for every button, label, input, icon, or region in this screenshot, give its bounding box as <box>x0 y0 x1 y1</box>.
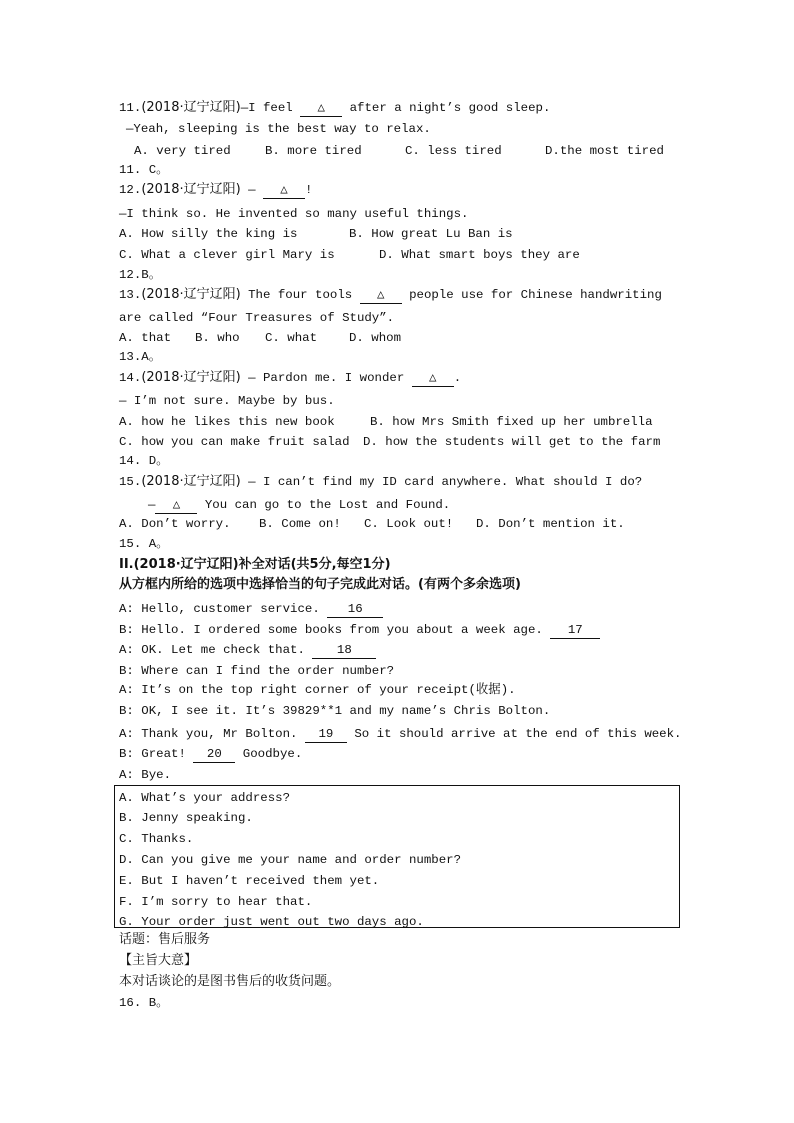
question-14: 14.(2018·辽宁辽阳) — Pardon me. I wonder △ . <box>119 370 462 385</box>
section-2-title: II.(2018·辽宁辽阳)补全对话(共5分,每空1分) <box>119 557 391 572</box>
option-b[interactable]: B. more tired <box>265 144 362 158</box>
dialogue-line: A: Hello, customer service. 16 <box>119 600 383 618</box>
question-15-reply: — △ You can go to the Lost and Found. <box>148 498 451 512</box>
option-c[interactable]: C. how you can make fruit salad <box>119 435 350 449</box>
question-13: 13.(2018·辽宁辽阳) The four tools △ people use for Chinese handwriting <box>119 287 662 302</box>
box-option-g[interactable]: G. Your order just went out two days ago. <box>119 915 424 929</box>
option-c[interactable]: C. What a clever girl Mary is <box>119 248 335 262</box>
question-12-reply: —I think so. He invented so many useful things. <box>119 207 469 221</box>
option-a[interactable]: A. very tired <box>134 144 231 158</box>
dialogue-line: A: It’s on the top right corner of your receipt(收据). <box>119 683 516 697</box>
option-b[interactable]: B. How great Lu Ban is <box>349 227 513 241</box>
options-box <box>114 785 680 928</box>
box-option-a[interactable]: A. What’s your address? <box>119 791 291 805</box>
option-a[interactable]: A. how he likes this new book <box>119 415 335 429</box>
question-14-reply: — I’m not sure. Maybe by bus. <box>119 394 335 408</box>
answer-13: 13.A。 <box>119 350 162 364</box>
dialogue-line: B: Hello. I ordered some books from you about a week age. 17 <box>119 621 600 639</box>
dialogue-line: B: OK, I see it. It’s 39829**1 and my name’s Chris Bolton. <box>119 704 551 718</box>
box-option-c[interactable]: C. Thanks. <box>119 832 194 846</box>
dialogue-line: B: Great! 20 Goodbye. <box>119 747 303 761</box>
answer-12: 12.B。 <box>119 268 162 282</box>
answer-blank[interactable]: △ <box>360 287 402 304</box>
box-option-b[interactable]: B. Jenny speaking. <box>119 811 253 825</box>
question-14-options-row2 <box>119 433 660 451</box>
dialogue-line: A: Bye. <box>119 768 172 782</box>
question-15-options <box>119 515 625 533</box>
answer-blank[interactable]: △ <box>263 182 305 199</box>
answer-11: 11. C。 <box>119 163 169 177</box>
question-15: 15.(2018·辽宁辽阳) — I can’t find my ID card anywhere. What should I do? <box>119 474 643 489</box>
question-11: 11.(2018·辽宁辽阳)—I feel △ after a night’s good sleep. <box>119 100 551 115</box>
answer-blank-19[interactable]: 19 <box>305 726 347 743</box>
box-option-f[interactable]: F. I’m sorry to hear that. <box>119 895 313 909</box>
box-option-d[interactable]: D. Can you give me your name and order number? <box>119 853 462 867</box>
option-d[interactable]: D.the most tired <box>545 144 664 158</box>
option-a[interactable]: A. Don’t worry. <box>119 517 231 531</box>
dialogue-line: A: Thank you, Mr Bolton. 19 So it should arrive at the end of this week. <box>119 727 682 741</box>
answer-blank-16[interactable]: 16 <box>327 601 383 618</box>
section-2-instruction: 从方框内所给的选项中选择恰当的句子完成此对话。(有两个多余选项) <box>119 577 521 592</box>
answer-14: 14. D。 <box>119 454 169 468</box>
option-d[interactable]: D. how the students will get to the farm <box>363 435 661 449</box>
answer-blank-20[interactable]: 20 <box>193 746 235 763</box>
dialogue-line: A: OK. Let me check that. 18 <box>119 641 376 659</box>
question-13-options <box>119 329 401 347</box>
answer-blank-18[interactable]: 18 <box>312 642 376 659</box>
answer-blank[interactable]: △ <box>412 370 454 387</box>
main-idea-title: 【主旨大意】 <box>119 953 198 968</box>
option-b[interactable]: B. how Mrs Smith fixed up her umbrella <box>370 415 653 429</box>
question-14-options-row1 <box>119 413 653 431</box>
answer-16: 16. B。 <box>119 996 169 1010</box>
dialogue-line: B: Where can I find the order number? <box>119 664 395 678</box>
option-c[interactable]: C. less tired <box>405 144 502 158</box>
question-12-options-row2 <box>119 246 580 264</box>
box-option-e[interactable]: E. But I haven’t received them yet. <box>119 874 380 888</box>
question-12-options-row1 <box>119 225 513 243</box>
question-11-reply: —Yeah, sleeping is the best way to relax. <box>126 122 431 136</box>
option-d[interactable]: D. whom <box>349 331 402 345</box>
option-d[interactable]: D. What smart boys they are <box>379 248 580 262</box>
question-13-line2: are called “Four Treasures of Study”. <box>119 311 395 325</box>
option-b[interactable]: B. who <box>195 331 240 345</box>
topic: 话题：售后服务 <box>119 932 211 947</box>
answer-15: 15. A。 <box>119 537 169 551</box>
option-b[interactable]: B. Come on! <box>259 517 341 531</box>
answer-blank[interactable]: △ <box>155 497 197 514</box>
option-c[interactable]: C. Look out! <box>364 517 454 531</box>
option-a[interactable]: A. that <box>119 331 172 345</box>
option-d[interactable]: D. Don’t mention it. <box>476 517 625 531</box>
option-a[interactable]: A. How silly the king is <box>119 227 298 241</box>
option-c[interactable]: C. what <box>265 331 318 345</box>
question-11-options <box>134 142 664 160</box>
answer-blank-17[interactable]: 17 <box>550 622 600 639</box>
question-12: 12.(2018·辽宁辽阳) — △ ! <box>119 182 313 197</box>
answer-blank[interactable]: △ <box>300 100 342 117</box>
main-idea-text: 本对话谈论的是图书售后的收货问题。 <box>119 974 341 989</box>
